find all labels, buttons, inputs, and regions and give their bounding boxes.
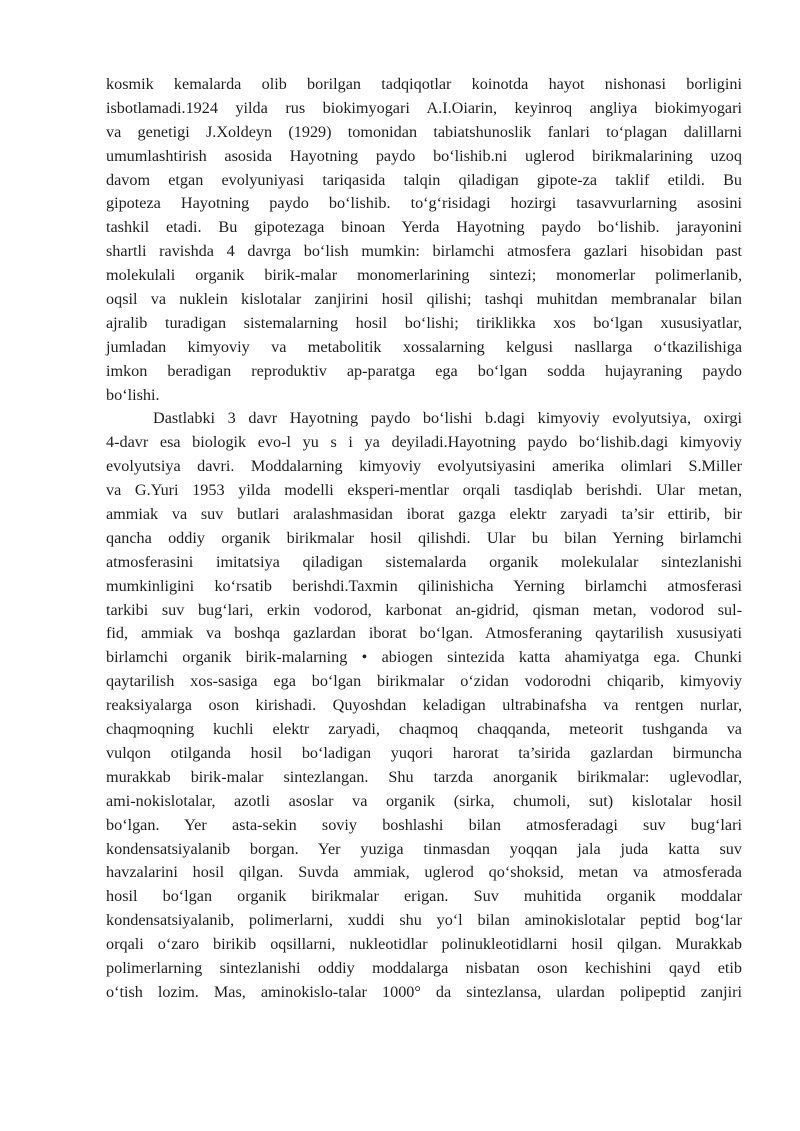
text-line: evolyutsiya davri. Moddalarning kimyoviy evolyutsiyasini amerika olimlari S.Miller [106, 457, 742, 476]
text-line: umumlashtirish asosida Hayotning paydo bo‘lishib.ni uglerod birikmalarining uzoq [106, 146, 742, 165]
text-line: va G.Yuri 1953 yilda modelli eksperi-mentlar orqali tasdiqlab berishdi. Ular metan, [106, 481, 742, 500]
text-line: kondensatsiyalanib borgan. Yer yuziga tinmasdan yoqqan jala juda katta suv [106, 839, 742, 858]
text-line: gipoteza Hayotning paydo bo‘lishib. to‘g‘risidagi hozirgi tasavvurlarning asosini [106, 194, 742, 213]
text-line: ammiak va suv butlari aralashmasidan iborat gazga elektr zaryadi ta’sir ettirib, bir [106, 505, 742, 524]
text-line: Dastlabki 3 davr Hayotning paydo bo‘lishi b.dagi kimyoviy evolyutsiya, oxirgi [153, 409, 742, 428]
text-line: reaksiyalarga oson kirishadi. Quyoshdan keladigan ultrabinafsha va rentgen nurlar, [106, 696, 742, 715]
text-line: kondensatsiyalanib, polimerlarni, xuddi shu yo‘l bilan aminokislotalar peptid bog‘lar [106, 911, 742, 930]
text-line: atmosferasini imitatsiya qiladigan sistemalarda organik molekulalar sintezlanishi [106, 552, 742, 571]
text-line: mumkinligini ko‘rsatib berishdi.Taxmin qilinishicha Yerning birlamchi atmosferasi [106, 576, 742, 595]
text-line: orqali o‘zaro birikib oqsillarni, nukleotidlar polinukleotidlarni hosil qilgan. Murakkab [106, 935, 742, 954]
paragraph [106, 73, 742, 407]
text-line: tarkibi suv bug‘lari, erkin vodorod, karbonat an-gidrid, qisman metan, vodorod sul- [106, 600, 742, 619]
text-line: imkon beradigan reproduktiv ap-paratga ega bo‘lgan sodda hujayraning paydo [106, 361, 742, 380]
text-line: va genetigi J.Xoldeyn (1929) tomonidan tabiatshunoslik fanlari to‘plagan dalillarni [106, 122, 742, 141]
paragraph [106, 407, 742, 1004]
text-line: shartli ravishda 4 davrga bo‘lish mumkin: birlamchi atmosfera gazlari hisobidan past [106, 242, 742, 261]
text-line: davom etgan evolyuniyasi tariqasida talqin qiladigan gipote-za taklif etildi. Bu [106, 170, 742, 189]
text-line: qancha oddiy organik birikmalar hosil qilishdi. Ular bu bilan Yerning birlamchi [106, 528, 742, 547]
text-line: hosil bo‘lgan organik birikmalar erigan. Suv muhitida organik moddalar [106, 887, 742, 906]
text-line: molekulali organik birik-malar monomerlarining sintezi; monomerlar polimerlanib, [106, 266, 742, 285]
text-line: o‘tish lozim. Mas, aminokislo-talar 1000° da sintezlansa, ulardan polipeptid zanjiri [106, 982, 742, 1001]
text-line: oqsil va nuklein kislotalar zanjirini hosil qilishi; tashqi muhitdan membranalar bilan [106, 290, 742, 309]
text-line: chaqmoqning kuchli elektr zaryadi, chaqmoq chaqqanda, meteorit tushganda va [106, 720, 742, 739]
text-line: vulqon otilganda hosil bo‘ladigan yuqori harorat ta’sirida gazlardan birmuncha [106, 743, 742, 762]
text-line: ajralib turadigan sistemalarning hosil bo‘lishi; tiriklikka xos bo‘lgan xususiyatlar, [106, 313, 742, 332]
text-line: isbotlamadi.1924 yilda rus biokimyogari A.I.Oiarin, keyinroq angliya biokimyogari [106, 98, 742, 117]
text-line: fid, ammiak va boshqa gazlardan iborat bo‘lgan. Atmosferaning qaytarilish xususiyati [106, 624, 742, 643]
text-line: birlamchi organik birik-malarning • abiogen sintezida katta ahamiyatga ega. Chunki [106, 648, 742, 667]
text-line: 4-davr esa biologik evo-l yu s i ya deyiladi.Hayotning paydo bo‘lishib.dagi kimyoviy [106, 433, 742, 452]
text-line: ami-nokislotalar, azotli asoslar va organik (sirka, chumoli, sut) kislotalar hosil [106, 791, 742, 810]
text-line: tashkil etadi. Bu gipotezaga binoan Yerda Hayotning paydo bo‘lishib. jarayonini [106, 218, 742, 237]
text-line: bo‘lishi. [106, 385, 160, 404]
text-line: qaytarilish xos-sasiga ega bo‘lgan birikmalar o‘zidan vodorodni chiqarib, kimyoviy [106, 672, 742, 691]
text-line: havzalarini hosil qilgan. Suvda ammiak, uglerod qo‘shoksid, metan va atmosferada [106, 863, 742, 882]
text-line: bo‘lgan. Yer asta-sekin soviy boshlashi bilan atmosferadagi suv bug‘lari [106, 815, 742, 834]
text-line: kosmik kemalarda olib borilgan tadqiqotlar koinotda hayot nishonasi borligini [106, 75, 742, 93]
body-text [106, 73, 742, 1005]
text-line: jumladan kimyoviy va metabolitik xossalarning kelgusi nasllarga o‘tkazilishiga [106, 337, 742, 356]
text-line: murakkab birik-malar sintezlangan. Shu tarzda anorganik birikmalar: uglevodlar, [106, 767, 742, 786]
text-line: polimerlarning sintezlanishi oddiy moddalarga nisbatan oson kechishini qayd etib [106, 958, 742, 977]
